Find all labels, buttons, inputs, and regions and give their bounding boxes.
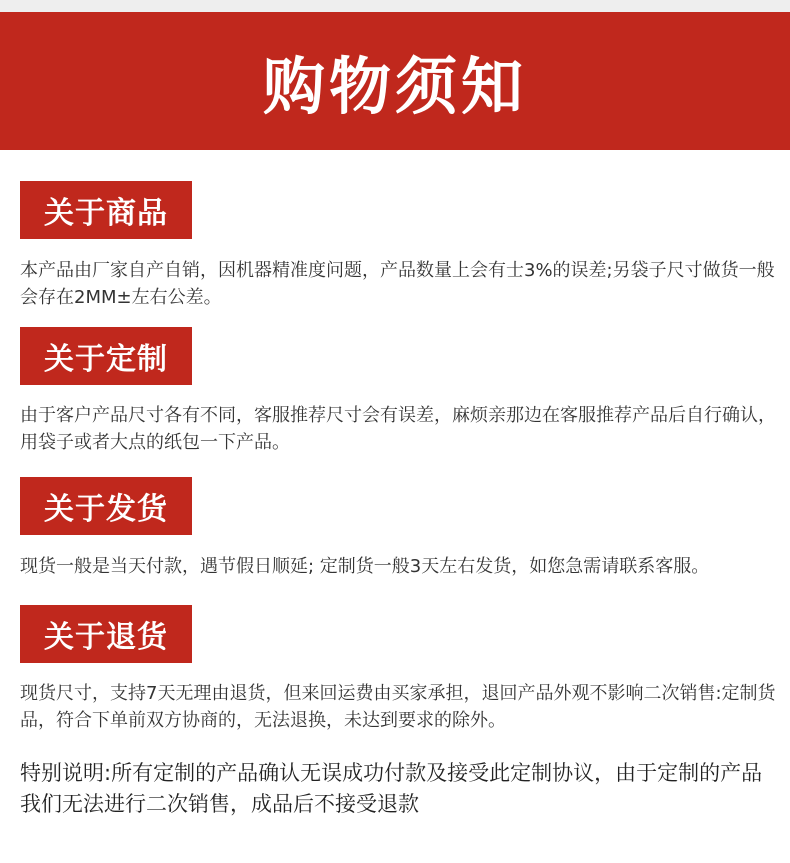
section-text-product: 本产品由厂家自产自销，因机器精准度问题，产品数量上会有士3%的误差;另袋子尺寸做货一般会存在2MM±左右公差。 — [20, 260, 775, 308]
section-text-returns: 现货尺寸，支持7天无理由退货，但来回运费由买家承担，退回产品外观不影响二次销售:定制货品，符合下单前双方协商的，无法退换，未达到要求的除外。 — [20, 683, 776, 731]
top-strip — [0, 0, 790, 12]
header-banner — [0, 12, 790, 150]
section-label-shipping: 关于发货 — [20, 477, 192, 535]
section-label-product: 关于商品 — [20, 181, 192, 239]
section-label-customization: 关于定制 — [20, 327, 192, 385]
section-text-shipping: 现货一般是当天付款，遇节假日顺延; 定制货一般3天左右发货，如您急需请联系客服。 — [20, 556, 710, 577]
page-title: 购物须知 — [262, 49, 527, 123]
special-note: 特别说明:所有定制的产品确认无误成功付款及接受此定制协议，由于定制的产品我们无法进行二次销售，成品后不接受退款 — [20, 761, 763, 816]
section-label-returns: 关于退货 — [20, 605, 192, 663]
section-text-customization: 由于客户产品尺寸各有不同，客服推荐尺寸会有误差，麻烦亲那边在客服推荐产品后自行确认，用袋子或者大点的纸包一下产品。 — [20, 405, 776, 453]
